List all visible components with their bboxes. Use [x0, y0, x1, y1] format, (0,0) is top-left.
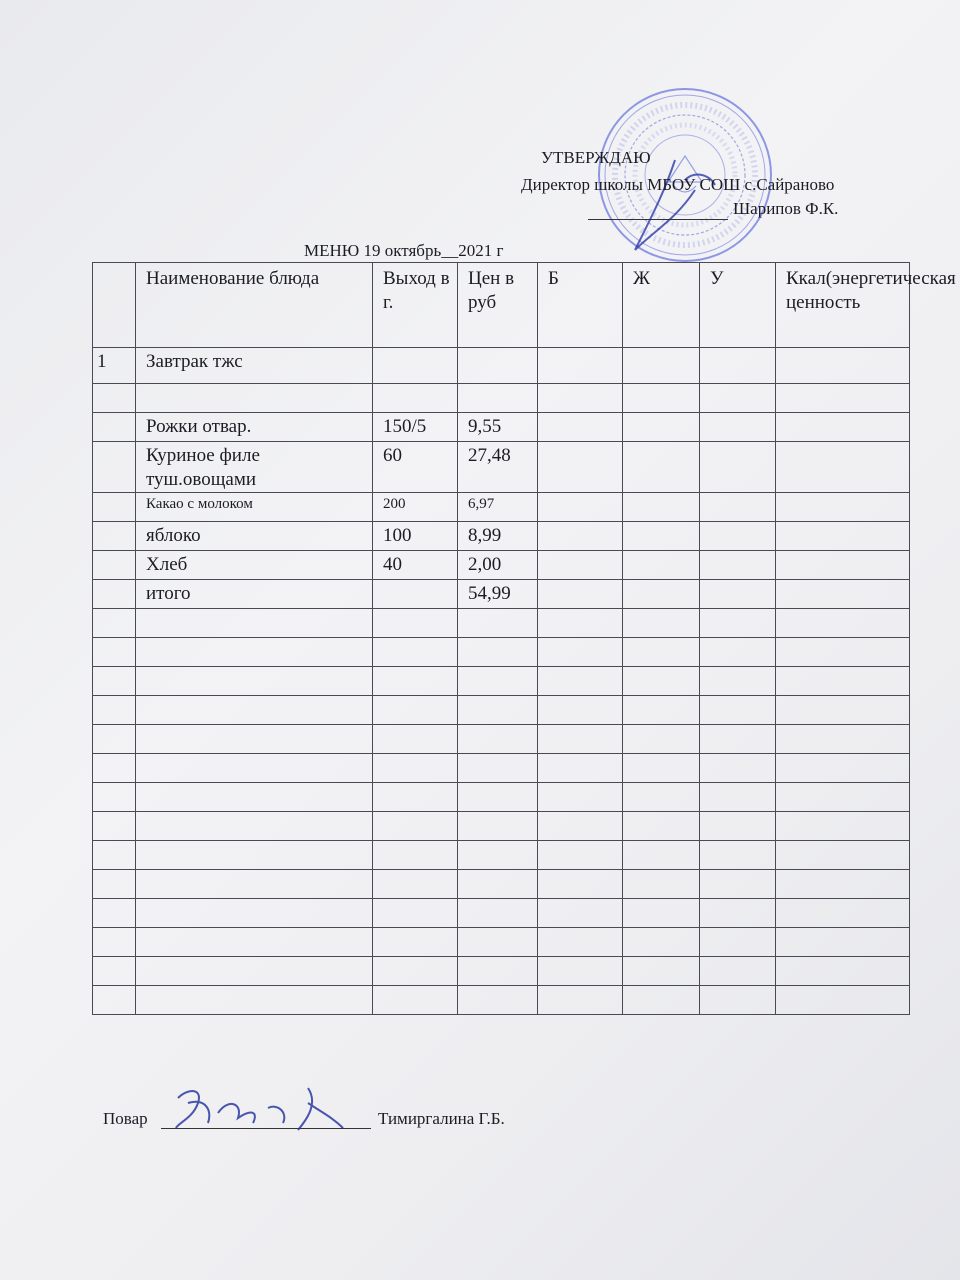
total-weight	[373, 580, 458, 609]
dish-price: 6,97	[458, 493, 538, 522]
header-num	[93, 263, 136, 348]
dish-weight: 60	[373, 442, 458, 493]
empty-table-row	[93, 841, 910, 870]
approval-position: Директор школы МБОУ СОШ с.Сайраново	[521, 175, 835, 194]
dish-name: Хлеб	[136, 551, 373, 580]
dish-price: 2,00	[458, 551, 538, 580]
dish-price: 8,99	[458, 522, 538, 551]
section-name: Завтрак тжс	[136, 348, 373, 384]
table-row	[93, 413, 910, 442]
dish-price: 9,55	[458, 413, 538, 442]
header-carbs: У	[700, 263, 776, 348]
dish-weight: 100	[373, 522, 458, 551]
empty-table-row	[93, 754, 910, 783]
empty-table-row	[93, 638, 910, 667]
total-row	[93, 580, 910, 609]
header-weight: Выход в г.	[373, 263, 458, 348]
table-header-row	[93, 263, 910, 348]
header-dish: Наименование блюда	[136, 263, 373, 348]
menu-title: МЕНЮ 19 октябрь__2021 г	[304, 241, 504, 260]
total-price: 54,99	[458, 580, 538, 609]
dish-name: Рожки отвар.	[136, 413, 373, 442]
table-row	[93, 493, 910, 522]
empty-table-row	[93, 986, 910, 1015]
table-row	[93, 384, 910, 413]
empty-table-row	[93, 667, 910, 696]
director-signature-line	[588, 219, 728, 220]
dish-name: яблоко	[136, 522, 373, 551]
dish-name: Куриное филе туш.овощами	[136, 442, 373, 493]
empty-table-row	[93, 899, 910, 928]
cook-name: Тимиргалина Г.Б.	[378, 1109, 505, 1128]
dish-weight: 40	[373, 551, 458, 580]
empty-table-row	[93, 812, 910, 841]
table-row	[93, 522, 910, 551]
empty-table-row	[93, 783, 910, 812]
approval-name: Шарипов Ф.К.	[733, 199, 839, 218]
empty-table-row	[93, 725, 910, 754]
header-fat: Ж	[623, 263, 700, 348]
cook-signature-icon	[158, 1068, 358, 1138]
header-price: Цен в руб	[458, 263, 538, 348]
dish-weight: 200	[373, 493, 458, 522]
empty-table-row	[93, 928, 910, 957]
header-protein: Б	[538, 263, 623, 348]
empty-table-row	[93, 870, 910, 899]
dish-name: Какао с молоком	[136, 493, 373, 522]
empty-table-row	[93, 696, 910, 725]
header-kcal: Ккал(энергетическая ценность	[776, 263, 910, 348]
dish-price: 27,48	[458, 442, 538, 493]
empty-table-row	[93, 609, 910, 638]
section-num: 1	[93, 348, 136, 384]
empty-rows	[93, 609, 910, 1015]
menu-table	[92, 262, 956, 1015]
table-row	[93, 551, 910, 580]
empty-table-row	[93, 957, 910, 986]
approval-title: УТВЕРЖДАЮ	[541, 148, 651, 167]
dish-weight: 150/5	[373, 413, 458, 442]
table-row	[93, 442, 910, 493]
section-row	[93, 348, 910, 384]
total-label: итого	[136, 580, 373, 609]
cook-label: Повар	[103, 1109, 148, 1128]
